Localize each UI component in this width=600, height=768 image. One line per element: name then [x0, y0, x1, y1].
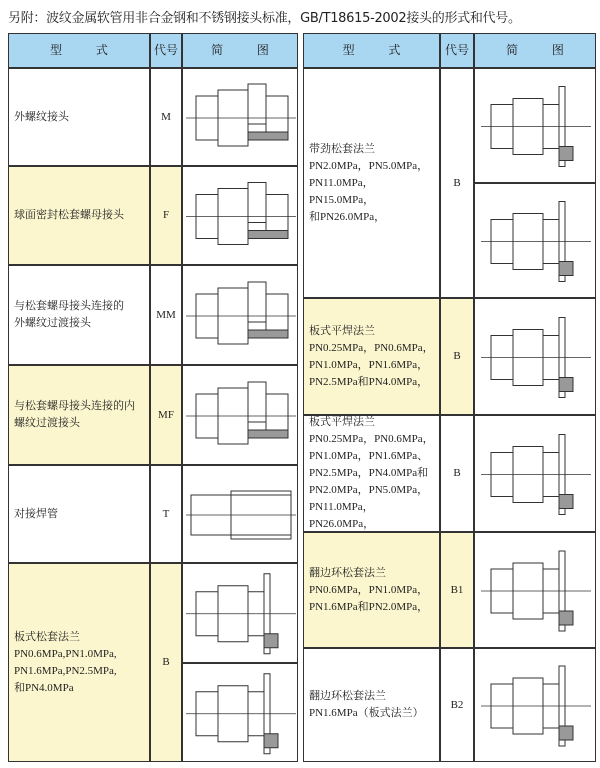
page-title: 另附：波纹金属软管用非合金钢和不锈钢接头标准，GB/T18615-2002接头的形式和代号。 — [8, 11, 521, 26]
row-type-left-3: 与松套螺母接头连接的内 螺纹过渡接头 — [8, 365, 150, 465]
diagram-cell — [474, 648, 596, 762]
diagram-cell — [474, 298, 596, 415]
row-code-right-0: B — [440, 68, 474, 298]
diagram-cell — [474, 68, 596, 183]
diagram-cell — [182, 365, 298, 465]
diagram-cell — [474, 532, 596, 648]
row-code-left-2: MM — [150, 265, 182, 365]
row-code-right-2: B — [440, 415, 474, 532]
diagram-cell — [474, 183, 596, 298]
row-code-left-5: B — [150, 563, 182, 762]
header-code: 代号 — [440, 33, 474, 68]
diagram-cell — [182, 68, 298, 166]
row-type-right-1: 板式平焊法兰 PN0.25MPa，PN0.6MPa， PN1.0MPa，PN1.6MPa， PN2.5MPa和PN4.0MPa， — [303, 298, 440, 415]
row-code-left-3: MF — [150, 365, 182, 465]
row-code-left-4: T — [150, 465, 182, 563]
header-diagram: 简 图 — [474, 33, 596, 68]
header-type: 型 式 — [8, 33, 150, 68]
row-code-right-3: B1 — [440, 532, 474, 648]
diagram-cell — [182, 663, 298, 763]
flange-diagram — [475, 416, 597, 533]
male-thread-diagram — [183, 69, 299, 167]
row-type-right-4: 翻边环松套法兰 PN1.6MPa（板式法兰） — [303, 648, 440, 762]
row-type-right-0: 带劲松套法兰 PN2.0MPa，PN5.0MPa， PN11.0MPa，PN15.0MPa， 和PN26.0MPa， — [303, 68, 440, 298]
flange-diagram — [183, 564, 299, 664]
row-type-left-1: 球面密封松套螺母接头 — [8, 166, 150, 265]
diagram-cell — [182, 265, 298, 365]
row-code-left-0: M — [150, 68, 182, 166]
butt-weld-diagram — [183, 466, 299, 564]
row-code-right-4: B2 — [440, 648, 474, 762]
row-type-left-2: 与松套螺母接头连接的 外螺纹过渡接头 — [8, 265, 150, 365]
flange-diagram — [475, 184, 597, 299]
flange-diagram — [475, 649, 597, 763]
flange-diagram — [475, 69, 597, 184]
diagram-cell — [182, 166, 298, 265]
diagram-cell — [474, 415, 596, 532]
header-type: 型 式 — [303, 33, 440, 68]
diagram-cell — [182, 465, 298, 563]
row-type-right-2: 板式平焊法兰 PN0.25MPa，PN0.6MPa， PN1.0MPa，PN1.6MPa、 PN2.5MPa，PN4.0MPa和 PN2.0MPa，PN5.0MPa， PN11.0MPa，PN26.0MPa， — [303, 415, 440, 532]
diagram-cell — [182, 563, 298, 663]
female-adapter-diagram — [183, 366, 299, 466]
row-type-left-4: 对接焊管 — [8, 465, 150, 563]
flange-diagram — [475, 299, 597, 416]
row-type-left-0: 外螺纹接头 — [8, 68, 150, 166]
swivel-nut-diagram — [183, 167, 299, 266]
male-adapter-diagram — [183, 266, 299, 366]
flange-diagram — [183, 664, 299, 764]
row-type-right-3: 翻边环松套法兰 PN0.6MPa，PN1.0MPa， PN1.6MPa和PN2.0MPa， — [303, 532, 440, 648]
header-code: 代号 — [150, 33, 182, 68]
flange-diagram — [475, 533, 597, 649]
row-code-left-1: F — [150, 166, 182, 265]
row-type-left-5: 板式松套法兰 PN0.6MPa,PN1.0MPa, PN1.6MPa,PN2.5MPa, 和PN4.0MPa — [8, 563, 150, 762]
header-diagram: 简 图 — [182, 33, 298, 68]
row-code-right-1: B — [440, 298, 474, 415]
